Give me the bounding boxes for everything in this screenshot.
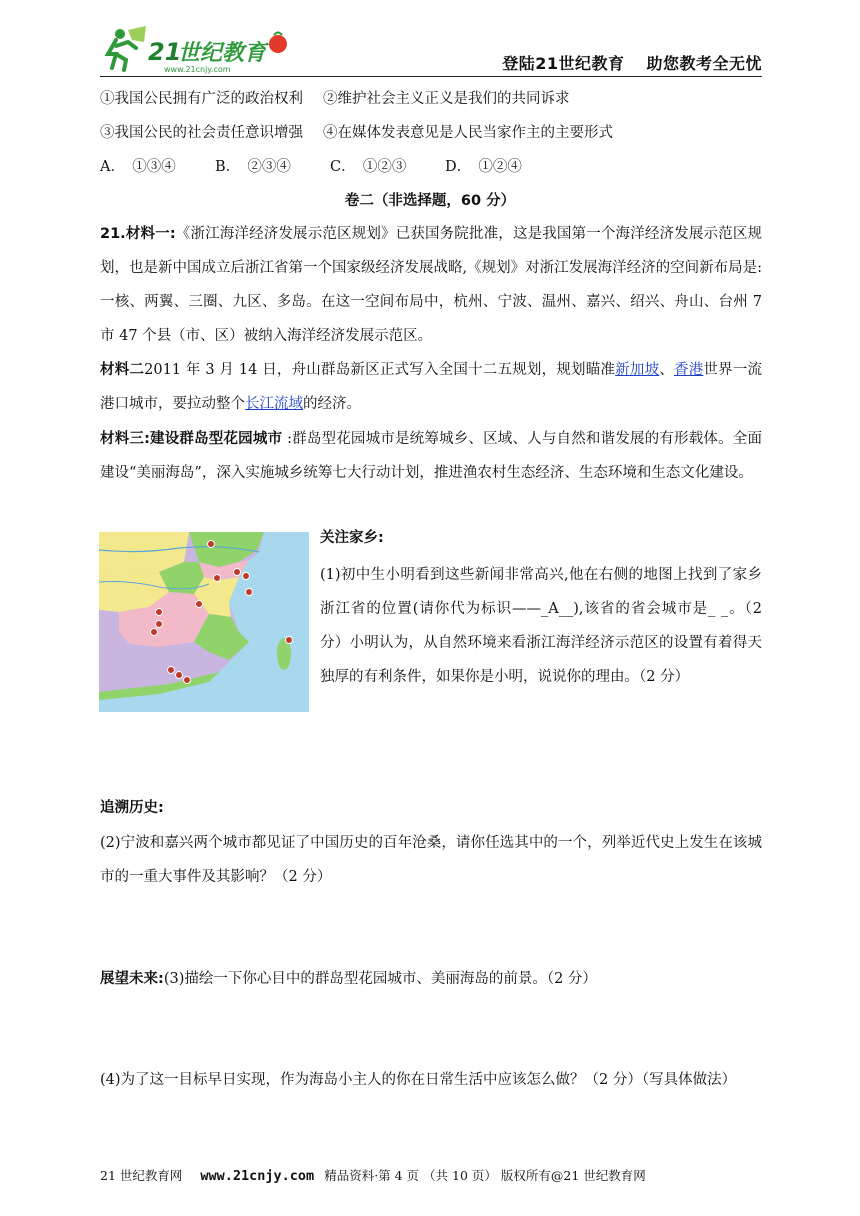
header-slogan (502, 51, 762, 74)
q20-statement-row-1 (100, 86, 760, 112)
footer-left: 21 世纪教育网 (100, 1168, 183, 1183)
page-footer (100, 1166, 646, 1184)
home-heading: 关注家乡: (320, 530, 384, 546)
sub-question-4: (4)为了这一目标早日实现，作为海岛小主人的你在日常生活中应该怎么做？（2 分）（写具体做法） (100, 1072, 737, 1088)
material-3-text: :群岛型花园城市是统筹城乡、区域、人与自然和谐发展的有形载体。全面建设“美丽海岛”，深入实施城乡统筹七大行动计划，推进渔农村生态经济、生态环境和生态文化建设。 (100, 431, 762, 481)
header-divider (100, 76, 762, 77)
footer-right: 精品资料·第 4 页 （共 10 页） 版权所有@21 世纪教育网 (324, 1168, 646, 1183)
slogan-left: 登陆21世纪教育 (502, 54, 625, 73)
link-singapore[interactable]: 新加坡 (615, 362, 660, 378)
material-3-label: 材料三:建设群岛型花园城市 (100, 431, 283, 447)
option-c: C． ①②③ (330, 159, 407, 175)
svg-text:www.21cnjy.com: www.21cnjy.com (164, 65, 231, 74)
q20-statement-4: ④在媒体发表意见是人民当家作主的主要形式 (323, 125, 613, 141)
future-heading: 展望未来: (100, 971, 164, 987)
material-2-mid: 世界一流港口城市，要拉动整个 (100, 362, 763, 412)
sub-question-3: (3)描绘一下你心目中的群岛型花园城市、美丽海岛的前景。（2 分） (163, 971, 597, 987)
section-title: 卷二（非选择题，60 分） (344, 193, 516, 209)
q20-statement-2: ②维护社会主义正义是我们的共同诉求 (323, 91, 570, 107)
material-2 (100, 353, 762, 421)
runner-logo-icon (102, 24, 302, 76)
svg-text:世纪教育: 世纪教育 (178, 41, 267, 66)
sub-question-3-row (100, 966, 760, 992)
option-a: A． ①③④ (100, 159, 176, 175)
q21-label: 21.材料一: (100, 226, 176, 242)
site-logo (102, 24, 302, 76)
sub-question-1: (1)初中生小明看到这些新闻非常高兴,他在右侧的地图上找到了家乡浙江省的位置(请你代为标识——_A__),该省的省会城市是_ _。（2 分）小明认为，从自然环境来看浙江海洋经济示范区的设置有着得天独厚的有利条件，如果你是小明，说说你的理由。（2 分） (320, 567, 762, 685)
q20-answer-options (100, 154, 760, 180)
svg-text:21: 21 (148, 38, 182, 66)
map-graphic (99, 532, 309, 712)
separator: 、 (659, 362, 674, 378)
q20-statement-row-2 (100, 120, 760, 146)
sub-question-2: (2)宁波和嘉兴两个城市都见证了中国历史的百年沧桑，请你任选其中的一个，列举近代史上发生在该城市的一重大事件及其影响？（2 分） (100, 835, 762, 885)
footer-url[interactable]: www.21cnjy.com (200, 1168, 315, 1184)
link-yangtze-basin[interactable]: 长江流域 (245, 396, 303, 412)
material-1 (100, 217, 762, 353)
option-d: D． ①②④ (445, 159, 522, 175)
material-1-text: 《浙江海洋经济发展示范区规划》已获国务院批准，这是我国第一个海洋经济发展示范区规划，也是新中国成立后浙江省第一个国家级经济发展战略,《规划》对浙江发展海洋经济的空间新布局是:一核、两翼、三圈、九区、多岛。在这一空间布局中，杭州、宁波、温州、嘉兴、绍兴、舟山、台州 7 市 47 个县（市、区）被纳入海洋经济发展示范区。 (100, 226, 762, 344)
material-2-post: 的经济。 (303, 396, 361, 412)
q20-statement-1: ①我国公民拥有广泛的政治权利 (100, 91, 303, 107)
slogan-right: 助您教考全无忧 (646, 54, 762, 73)
q20-statement-3: ③我国公民的社会责任意识增强 (100, 125, 303, 141)
material-2-pre: 2011 年 3 月 14 日，舟山群岛新区正式写入全国十二五规划，规划瞄准 (144, 362, 616, 378)
history-heading: 追溯历史: (100, 800, 164, 816)
material-2-label: 材料二 (100, 362, 145, 378)
china-southeast-map (99, 532, 309, 712)
option-b: B． ②③④ (215, 159, 291, 175)
material-3 (100, 422, 762, 490)
link-hongkong[interactable]: 香港 (674, 362, 704, 378)
